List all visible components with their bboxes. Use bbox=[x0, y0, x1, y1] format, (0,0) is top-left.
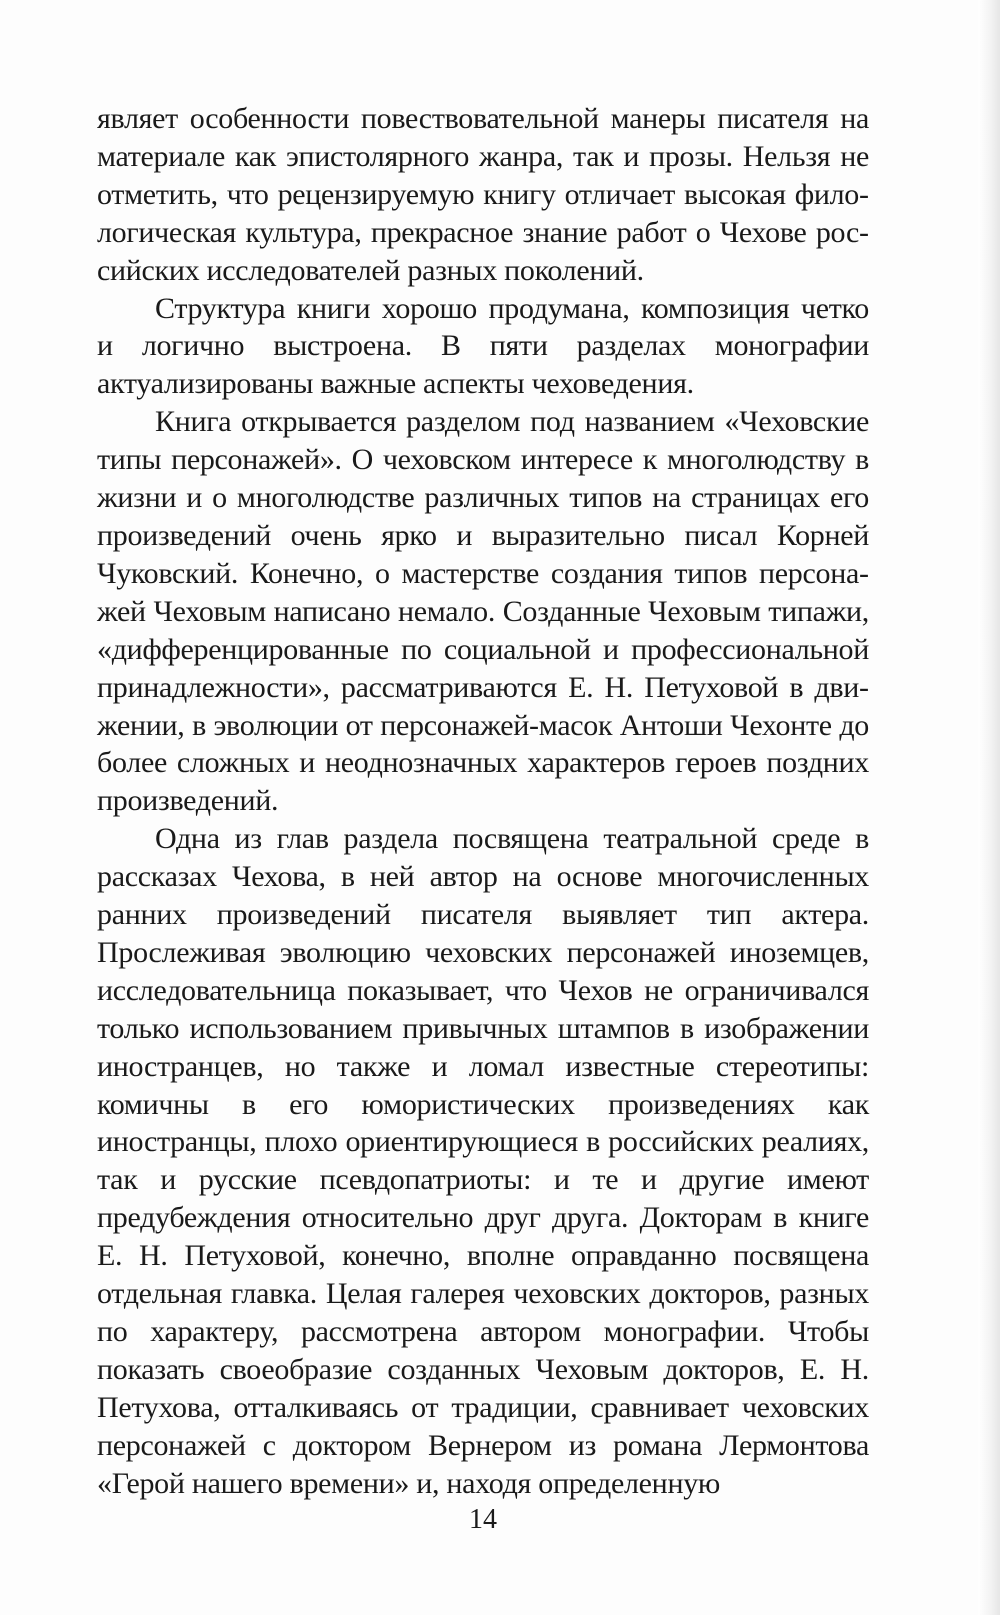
paragraph-continuation: являет особенности повествовательной манеры писателя на материале как эпистолярного жанра, так и прозы. Нельзя не отметить, что рецензируемую книгу отличает высокая филологическая культура, прекрасное знание работ о Чехове российских исследователей разных поколений. bbox=[97, 102, 869, 287]
paragraph-character-types: Книга открывается разделом под названием «Чеховские типы персонажей». О чеховском интересе к многолюдству в жизни и о многолюдстве различных типов на страницах его произведений очень ярко и выразительно писал Корней Чуковский. Конечно, о мастерстве создания типов персонажей Чеховым написано немало. Созданные Чеховым типажи, «дифференцированные по социальной и профессиональной принадлежности», рассматриваются Е. Н. Петуховой в движении, в эволюции от персонажей-масок Антоши Чехонте до более сложных и неоднозначных характеров героев поздних произведений. bbox=[97, 405, 869, 818]
paragraph-theatre-chapter: Одна из глав раздела посвящена театральной среде в рассказах Чехова, в ней автор на основе многочисленных ранних произведений писателя выявляет тип актера. Прослеживая эволюцию чеховских персонажей иноземцев, исследовательница показывает, что Чехов не ограничивался только использованием привычных штампов в изображении иностранцев, но также и ломал известные стереотипы: комичны в его юмористических произведениях как иностранцы, плохо ориентирующиеся в российских реалиях, так и русские псевдопатриоты: и те и другие имеют предубеждения относительно друг друга. Докторам в книге Е. Н. Петуховой, конечно, вполне оправданно посвящена отдельная главка. Целая галерея чеховских докторов, разных по характеру, рассмотрена автором монографии. Чтобы показать своеобразие созданных Чеховым докторов, Е. Н. Петухова, отталкиваясь от традиции, сравнивает чеховских персонажей с доктором Вернером из романа Лермонтова «Герой нашего времени» и, находя определенную bbox=[97, 822, 869, 1500]
page-number: 14 bbox=[469, 1504, 497, 1535]
paragraph-structure: Структура книги хорошо продумана, композиция четко и логично выстроена. В пяти разделах монографии актуализированы важные аспекты чеховедения. bbox=[97, 291, 869, 401]
page-edge-shadow bbox=[978, 0, 1000, 1615]
body-text bbox=[97, 100, 869, 1503]
